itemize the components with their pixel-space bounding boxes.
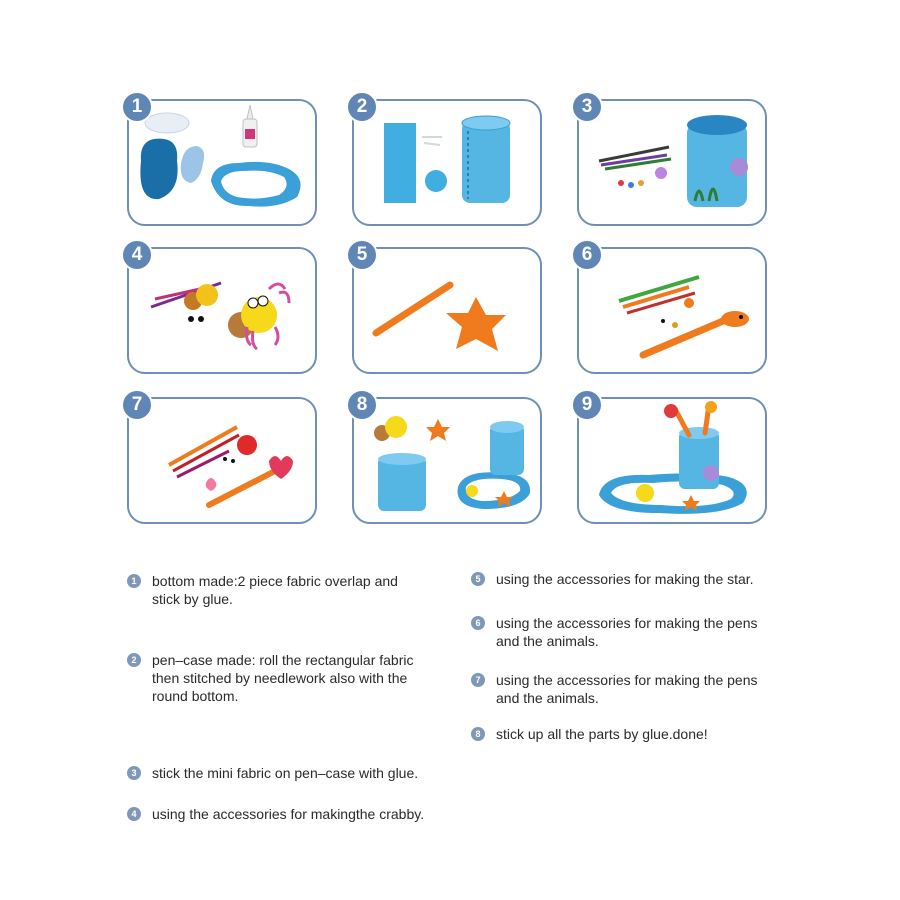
- instruction-4: [127, 805, 447, 823]
- instruction-text: using the accessories for making the pens and the animals.: [496, 672, 758, 706]
- light-blue-felt-shape: [181, 146, 204, 183]
- orange-pen: [643, 321, 723, 355]
- instruction-text: stick up all the parts by glue.done!: [496, 726, 708, 742]
- instruction-text: pen–case made: roll the rectangular fabric then stitched by needlework also with the round bottom.: [152, 652, 414, 704]
- instruction-7: [471, 671, 791, 707]
- step-panel-9: [577, 394, 767, 524]
- step-panel-6: [577, 244, 767, 374]
- step-badge-3: 3: [571, 91, 603, 123]
- orange-pipe-cleaner: [376, 285, 450, 333]
- step-badge-5: 5: [346, 239, 378, 271]
- instruction-number: 4: [127, 807, 141, 821]
- instruction-number: 2: [127, 653, 141, 667]
- step-badge-4: 4: [121, 239, 153, 271]
- instruction-number: 3: [127, 766, 141, 780]
- step-2-illustration: [354, 101, 540, 224]
- step-panel-8: [352, 394, 542, 524]
- instruction-6: [471, 614, 791, 650]
- step-panel-7: [127, 394, 317, 524]
- orange-star: [446, 297, 506, 351]
- instruction-5: [471, 570, 791, 588]
- instruction-number: 8: [471, 727, 485, 741]
- step-panel-2: [352, 96, 542, 226]
- step-8-illustration: [354, 399, 540, 522]
- step-5-illustration: [354, 249, 540, 372]
- step-badge-1: 1: [121, 91, 153, 123]
- step-panel-5: [352, 244, 542, 374]
- pen-case-a: [378, 457, 426, 511]
- step-badge-2: 2: [346, 91, 378, 123]
- instruction-text: bottom made:2 piece fabric overlap and stick by glue.: [152, 573, 398, 607]
- step-panel-1: [127, 96, 317, 226]
- instruction-number: 5: [471, 572, 485, 586]
- dark-blue-felt-shape: [140, 139, 177, 199]
- instruction-text: using the accessories for making the star.: [496, 571, 754, 587]
- instruction-text: using the accessories for making the pens and the animals.: [496, 615, 758, 649]
- step-3-illustration: [579, 101, 765, 224]
- instruction-3: [127, 764, 447, 782]
- step-badge-7: 7: [121, 389, 153, 421]
- step-4-illustration: [129, 249, 315, 372]
- step-badge-6: 6: [571, 239, 603, 271]
- instruction-1: [127, 572, 427, 608]
- orange-pen: [209, 471, 275, 505]
- step-panel-4: [127, 244, 317, 374]
- instruction-text: stick the mini fabric on pen–case with glue.: [152, 765, 419, 781]
- rolled-pen-case: [462, 121, 510, 203]
- step-badge-9: 9: [571, 389, 603, 421]
- instruction-text: using the accessories for makingthe crabby.: [152, 806, 425, 822]
- round-felt-bottom: [425, 170, 447, 192]
- instruction-8: [471, 725, 791, 743]
- rectangular-felt: [384, 123, 416, 203]
- step-panel-3: [577, 96, 767, 226]
- instruction-number: 6: [471, 616, 485, 630]
- instruction-number: 1: [127, 574, 141, 588]
- step-badge-8: 8: [346, 389, 378, 421]
- step-7-illustration: [129, 399, 315, 522]
- step-1-illustration: [129, 101, 315, 224]
- instruction-number: 7: [471, 673, 485, 687]
- instruction-2: [127, 651, 447, 705]
- step-9-illustration: [579, 399, 765, 522]
- white-felt-base: [221, 171, 287, 199]
- step-6-illustration: [579, 249, 765, 372]
